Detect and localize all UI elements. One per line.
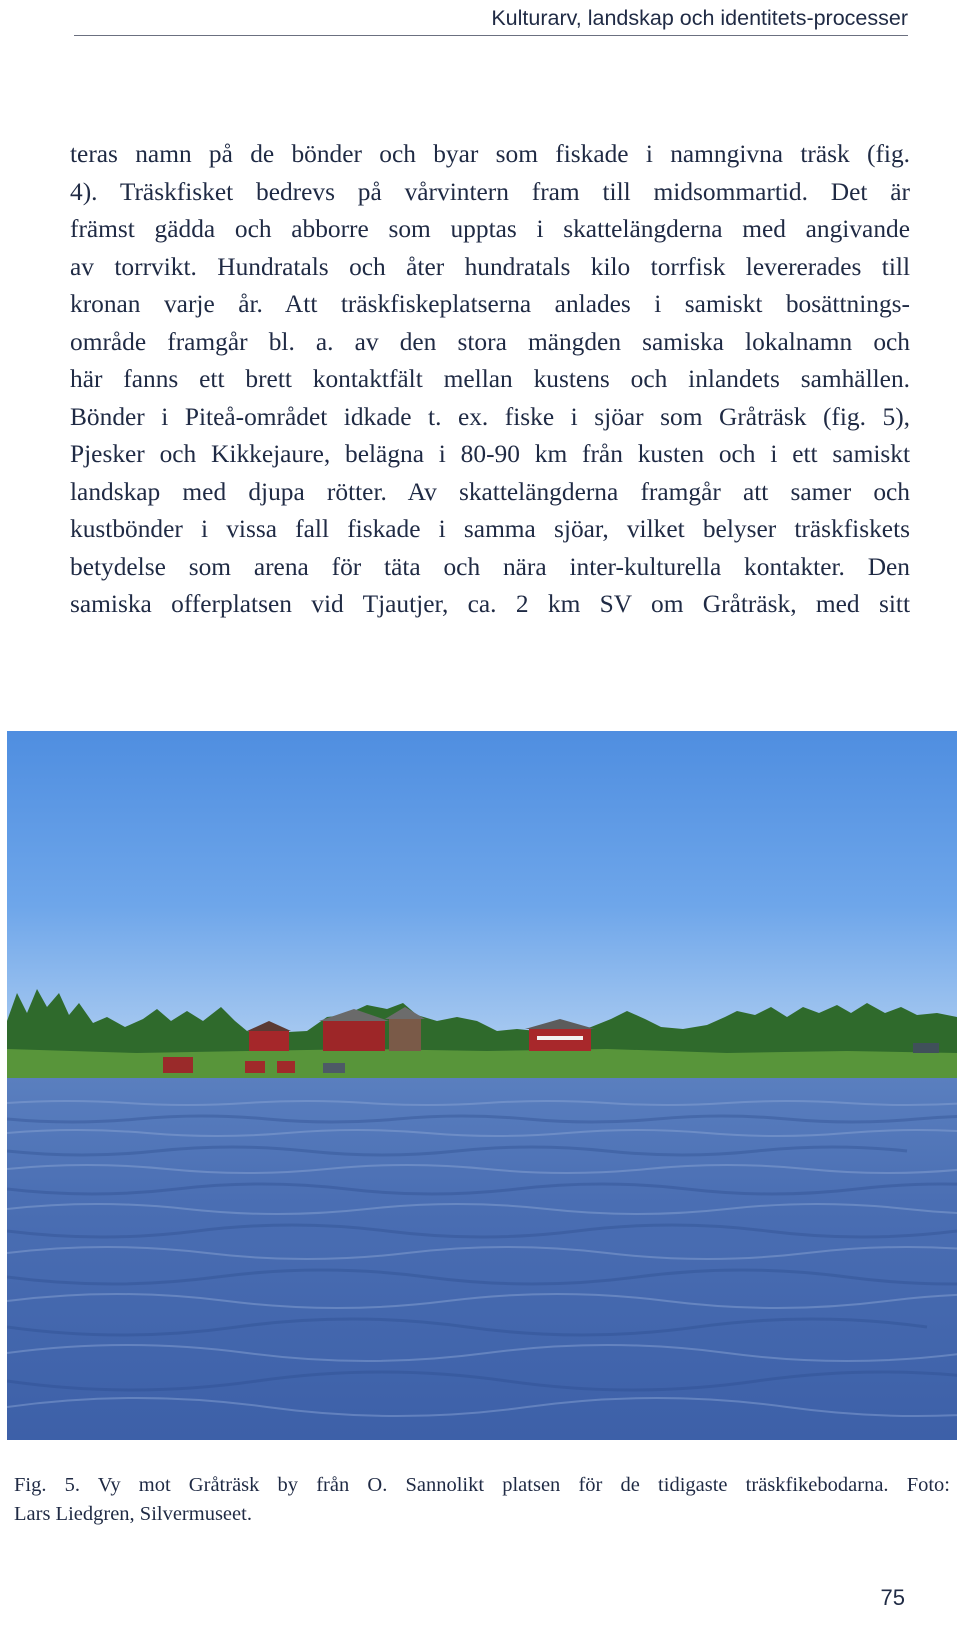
figure-caption — [14, 1471, 950, 1529]
body-line: främst gädda och abborre som upptas i skattelängderna med angivande — [70, 215, 910, 243]
lake-photo-image — [7, 731, 957, 1440]
body-line: område framgår bl. a. av den stora mängden samiska lokalnamn och — [70, 327, 910, 356]
body-line: kustbönder i vissa fall fiskade i samma sjöar, vilket belyser träskfiskets — [70, 515, 910, 543]
body-line: av torrvikt. Hundratals och åter hundratals kilo torrfisk levererades till — [70, 252, 910, 281]
lake-photo — [7, 731, 957, 1440]
header-rule — [74, 35, 908, 36]
body-line: samiska offerplatsen vid Tjautjer, ca. 2 km SV om Gråträsk, med sitt — [70, 590, 910, 618]
body-line: landskap med djupa rötter. Av skattelängderna framgår att samer och — [70, 477, 910, 506]
page-number: 75 — [880, 1585, 905, 1610]
running-header: Kulturarv, landskap och identitets-processer — [491, 6, 908, 30]
body-line: 4). Träskfisket bedrevs på vårvintern fram till midsommartid. Det är — [70, 177, 910, 206]
body-line: här fanns ett brett kontaktfält mellan kustens och inlandets samhällen. — [70, 365, 910, 393]
body-line: Bönder i Piteå-området idkade t. ex. fiske i sjöar som Gråträsk (fig. 5), — [70, 402, 910, 431]
body-line: Pjesker och Kikkejaure, belägna i 80-90 km från kusten och i ett samiskt — [70, 440, 910, 468]
caption-line: Fig. 5. Vy mot Gråträsk by från O. Sannolikt platsen för de tidigaste träskfikebodarna. Foto: — [14, 1474, 950, 1496]
body-line: kronan varje år. Att träskfiskeplatserna anlades i samiskt bosättnings- — [70, 290, 910, 318]
body-line: teras namn på de bönder och byar som fiskade i namngivna träsk (fig. — [70, 140, 910, 168]
caption-line: Lars Liedgren, Silvermuseet. — [14, 1503, 252, 1525]
body-text — [70, 136, 910, 624]
body-line: betydelse som arena för täta och nära inter-kulturella kontakter. Den — [70, 552, 910, 581]
